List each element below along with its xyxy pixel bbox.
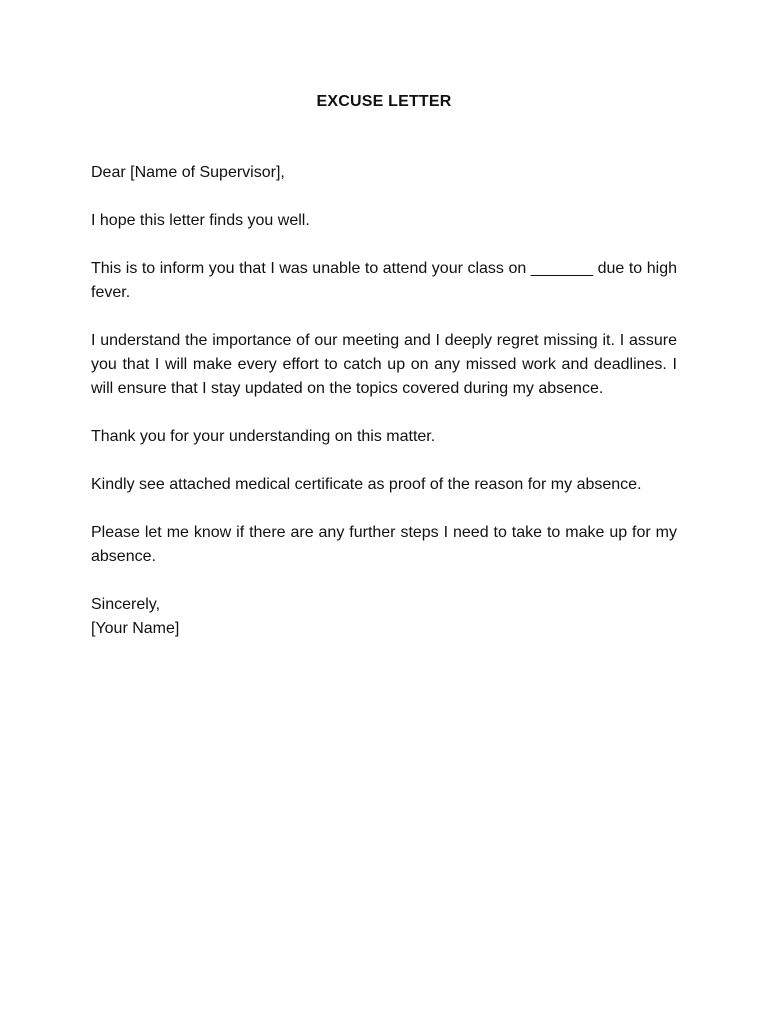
paragraph-greeting: I hope this letter finds you well. [91, 212, 310, 229]
paragraph-absence-notice: This is to inform you that I was unable to attend your class on _______ due to high fever. [91, 260, 677, 301]
letter-signature-name: [Your Name] [91, 620, 180, 637]
letter-salutation: Dear [Name of Supervisor], [91, 164, 285, 181]
paragraph-medical-certificate: Kindly see attached medical certificate as proof of the reason for my absence. [91, 476, 642, 493]
paragraph-commitment: I understand the importance of our meeting and I deeply regret missing it. I assure you that I will make every effort to catch up on any missed work and deadlines. I will ensure that I stay updated on the topics covered during my absence. [91, 332, 677, 397]
excuse-letter [91, 90, 677, 641]
letter-closing: Sincerely, [91, 596, 161, 613]
paragraph-thanks: Thank you for your understanding on this matter. [91, 428, 436, 445]
letter-title: EXCUSE LETTER [316, 93, 452, 110]
paragraph-further-steps: Please let me know if there are any further steps I need to take to make up for my absence. [91, 524, 677, 565]
